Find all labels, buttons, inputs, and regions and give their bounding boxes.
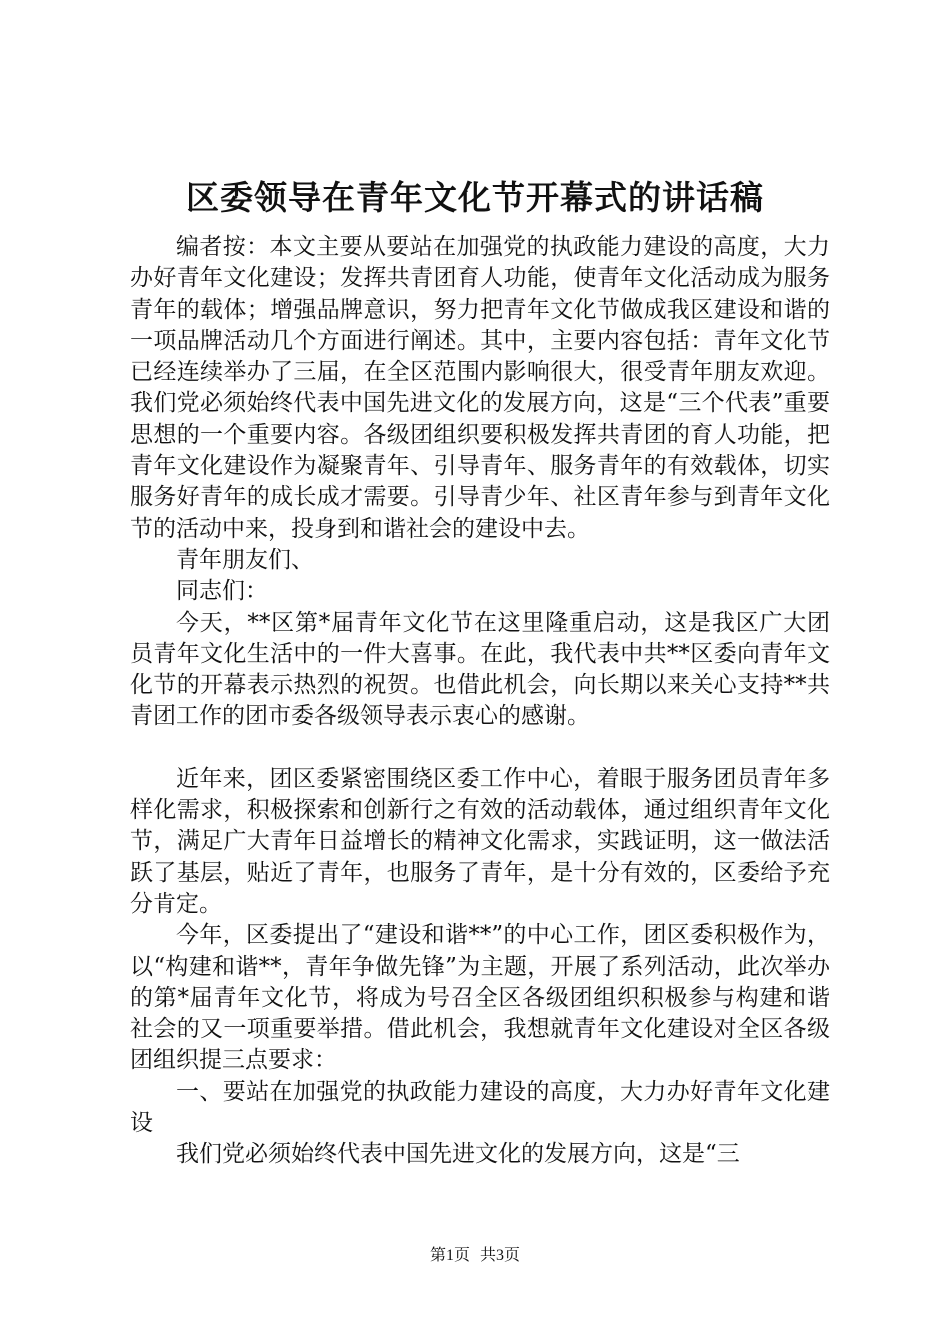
editor-note-paragraph: 编者按：本文主要从要站在加强党的执政能力建设的高度，大力办好青年文化建设；发挥共青团育人功能，使青年文化活动成为服务青年的载体；增强品牌意识，努力把青年文化节做成我区建设和谐的一项品牌活动几个方面进行阐述。其中，主要内容包括：青年文化节已经连续举办了三届，在全区范围内影响很大，很受青年朋友欢迎。我们党必须始终代表中国先进文化的发展方向，这是“三个代表”重要思想的一个重要内容。各级团组织要积极发挥共青团的育人功能，把青年文化建设作为凝聚青年、引导青年、服务青年的有效载体，切实服务好青年的成长成才需要。引导青少年、社区青年参与到青年文化节的活动中来，投身到和谐社会的建设中去。 <box>130 234 830 542</box>
section-1-paragraph: 我们党必须始终代表中国先进文化的发展方向，这是“三 <box>176 1141 740 1168</box>
salutation-young-friends: 青年朋友们、 <box>176 546 314 573</box>
page-footer <box>0 1246 950 1266</box>
recent-years-paragraph: 近年来，团区委紧密围绕区委工作中心，着眼于服务团员青年多样化需求，积极探索和创新行之有效的活动载体，通过组织青年文化节，满足广大青年日益增长的精神文化需求，实践证明，这一做法活跃了基层，贴近了青年，也服务了青年，是十分有效的，区委给予充分肯定。 <box>130 765 830 917</box>
opening-paragraph: 今天，**区第*届青年文化节在这里隆重启动，这是我区广大团员青年文化生活中的一件大喜事。在此，我代表中共**区委向青年文化节的开幕表示热烈的祝贺。也借此机会，向长期以来关心支持**共青团工作的团市委各级领导表示衷心的感谢。 <box>130 609 830 730</box>
document-title: 区委领导在青年文化节开幕式的讲话稿 <box>186 178 764 217</box>
this-year-paragraph: 今年，区委提出了“建设和谐**”的中心工作，团区委积极作为，以“构建和谐**，青年争做先锋”为主题，开展了系列活动，此次举办的第*届青年文化节，将成为号召全区各级团组织积极参与构建和谐社会的又一项重要举措。借此机会，我想就青年文化建设对全区各级团组织提三点要求： <box>130 922 830 1074</box>
salutation-comrades: 同志们： <box>176 578 268 605</box>
document-body <box>130 232 830 1171</box>
page-total: 共3页 <box>480 1247 521 1264</box>
section-heading-1: 一、要站在加强党的执政能力建设的高度，大力办好青年文化建设 <box>130 1078 830 1137</box>
page-number: 第1页 <box>429 1247 470 1264</box>
